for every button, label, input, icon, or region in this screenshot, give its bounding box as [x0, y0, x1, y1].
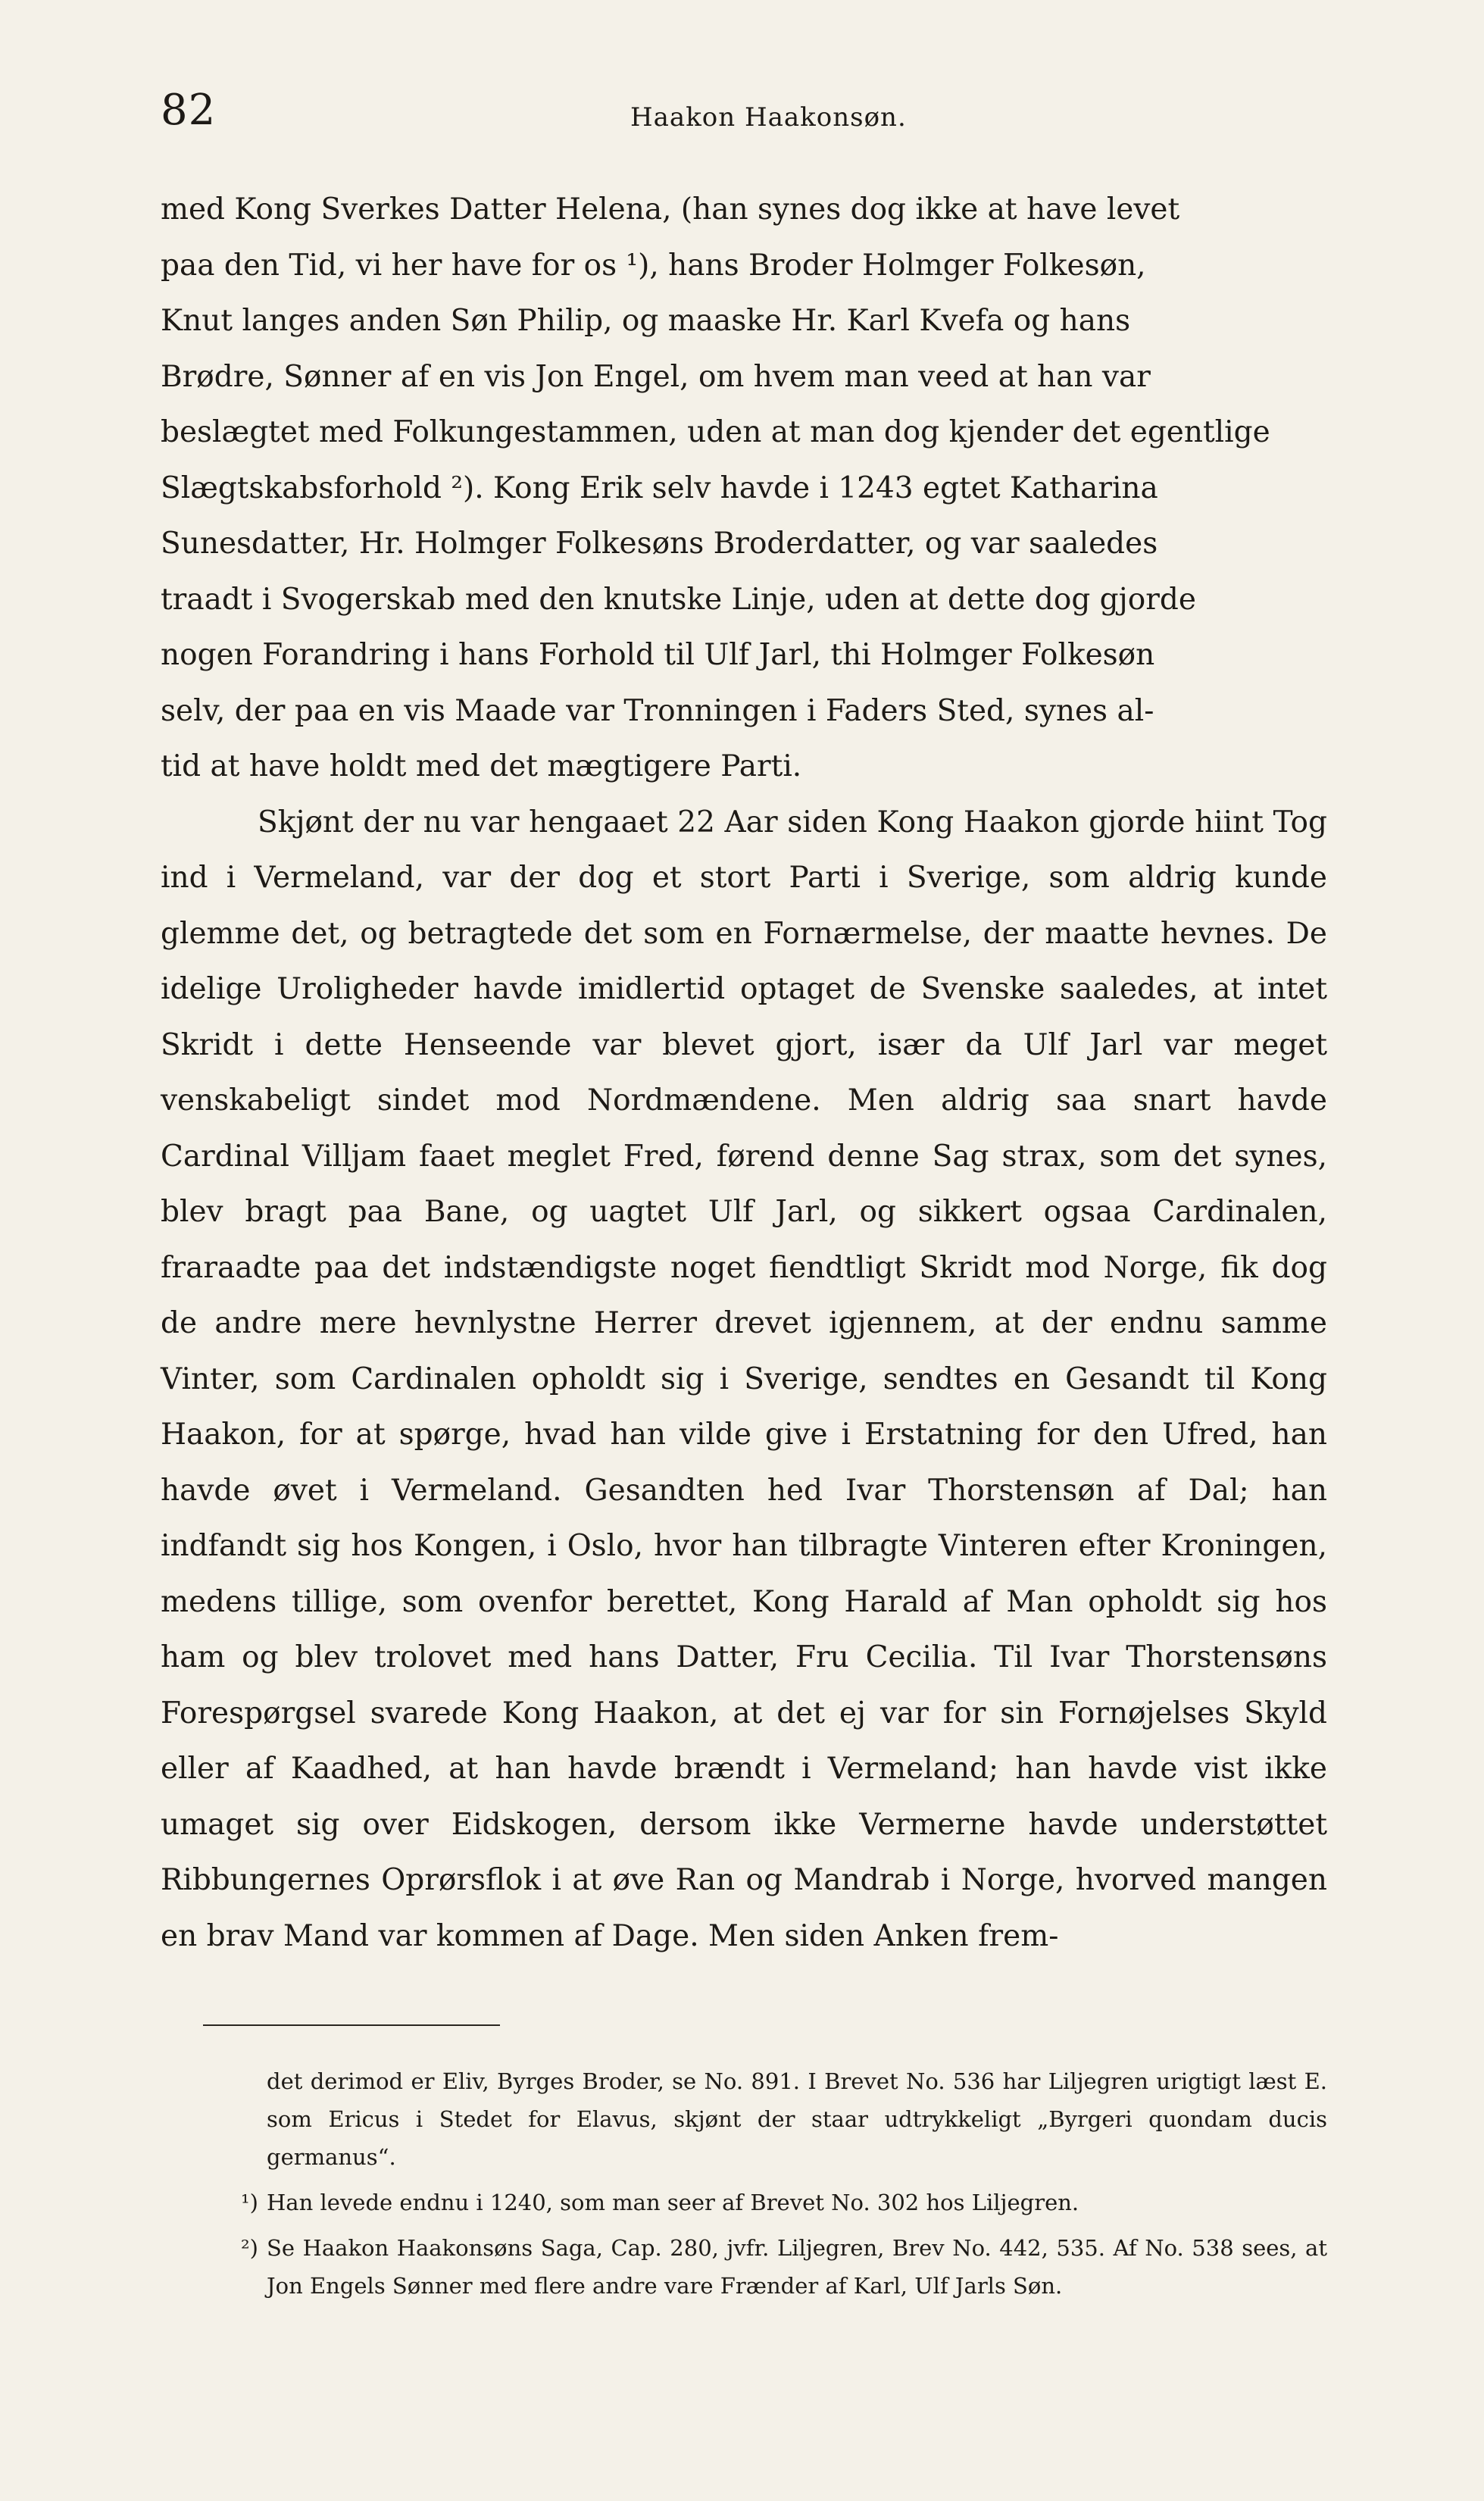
footnote-text: Han levede endnu i 1240, som man seer af Brevet No. 302 hos Liljegren.: [267, 2190, 1079, 2215]
footnotes: [241, 2062, 1327, 2305]
text-line: Sunesdatter, Hr. Holmger Folkesøns Broderdatter, og var saaledes: [161, 527, 1158, 561]
paragraph-continued: [161, 182, 1327, 795]
text-line: med Kong Sverkes Datter Helena, (han synes dog ikke at have levet: [161, 192, 1180, 227]
text-line: tid at have holdt med det mægtigere Parti.: [161, 749, 802, 783]
text-line: selv, der paa en vis Maade var Tronningen i Faders Sted, synes al-: [161, 693, 1154, 728]
text-line: Slægtskabsforhold ²). Kong Erik selv havde i 1243 egtet Katharina: [161, 471, 1158, 505]
text-line: traadt i Svogerskab med den knutske Linje, uden at dette dog gjorde: [161, 582, 1196, 617]
footnote-continuation: det derimod er Eliv, Byrges Broder, se No. 891. I Brevet No. 536 har Liljegren urigtigt læst E. som Ericus i Stedet for Elavus, skjønt der staar udtrykkeligt „Byrgeri quondam ducis germanus“.: [267, 2068, 1327, 2170]
footnote-2: ²) Se Haakon Haakonsøns Saga, Cap. 280, jvfr. Liljegren, Brev No. 442, 535. Af No. 538 sees, at Jon Engels Sønner med flere andre vare Frænder af Karl, Ulf Jarls Søn.: [241, 2235, 1327, 2299]
main-text: [161, 182, 1327, 1964]
text-line: paa den Tid, vi her have for os ¹), hans Broder Holmger Folkesøn,: [161, 248, 1146, 283]
text-line: nogen Forandring i hans Forhold til Ulf Jarl, thi Holmger Folkesøn: [161, 638, 1155, 672]
footnote-divider: [203, 2024, 500, 2026]
page-header: [161, 82, 1327, 150]
footnote-text: Se Haakon Haakonsøns Saga, Cap. 280, jvfr. Liljegren, Brev No. 442, 535. Af No. 538 sees, at Jon Engels Sønner med flere andre vare Frænder af Karl, Ulf Jarls Søn.: [267, 2235, 1327, 2299]
running-head: Haakon Haakonsøn.: [630, 102, 907, 133]
footnote-1: ¹) Han levede endnu i 1240, som man seer af Brevet No. 302 hos Liljegren.: [241, 2190, 1079, 2215]
page-number: 82: [161, 86, 217, 135]
text-line: Brødre, Sønner af en vis Jon Engel, om hvem man veed at han var: [161, 359, 1151, 394]
paragraph: Skjønt der nu var hengaaet 22 Aar siden Kong Haakon gjorde hiint Tog ind i Vermeland, var der dog et stort Parti i Sverige, som aldrig kunde glemme det, og betragtede det som en Fornærmelse, der maatte hevnes. De idelige Uroligheder havde imidlertid optaget de Svenske saaledes, at intet Skridt i dette Henseende var blevet gjort, især da Ulf Jarl var meget venskabeligt sindet mod Nordmændene. Men aldrig saa snart havde Cardinal Villjam faaet meglet Fred, førend denne Sag strax, som det synes, blev bragt paa Bane, og uagtet Ulf Jarl, og sikkert ogsaa Cardinalen, fraraadte paa det indstændigste noget fiendtligt Skridt mod Norge, fik dog de andre mere hevnlystne Herrer drevet igjennem, at der endnu samme Vinter, som Cardinalen opholdt sig i Sverige, sendtes en Gesandt til Kong Haakon, for at spørge, hvad han vilde give i Erstatning for den Ufred, han havde øvet i Vermeland. Gesandten hed Ivar Thorstensøn af Dal; han indfandt sig hos Kongen, i Oslo, hvor han tilbragte Vinteren efter Kroningen, medens tillige, som ovenfor berettet, Kong Harald af Man opholdt sig hos ham og blev trolovet med hans Datter, Fru Cecilia. Til Ivar Thorstensøns Forespørgsel svarede Kong Haakon, at det ej var for sin Fornøjelses Skyld eller af Kaadhed, at han havde brændt i Vermeland; han havde vist ikke umaget sig over Eidskogen, dersom ikke Vermerne havde understøttet Ribbungernes Oprørsflok i at øve Ran og Mandrab i Norge, hvorved mangen en brav Mand var kommen af Dage. Men siden Anken frem-: [161, 805, 1327, 1953]
text-line: beslægtet med Folkungestammen, uden at man dog kjender det egentlige: [161, 415, 1270, 449]
text-line: Knut langes anden Søn Philip, og maaske Hr. Karl Kvefa og hans: [161, 304, 1131, 338]
